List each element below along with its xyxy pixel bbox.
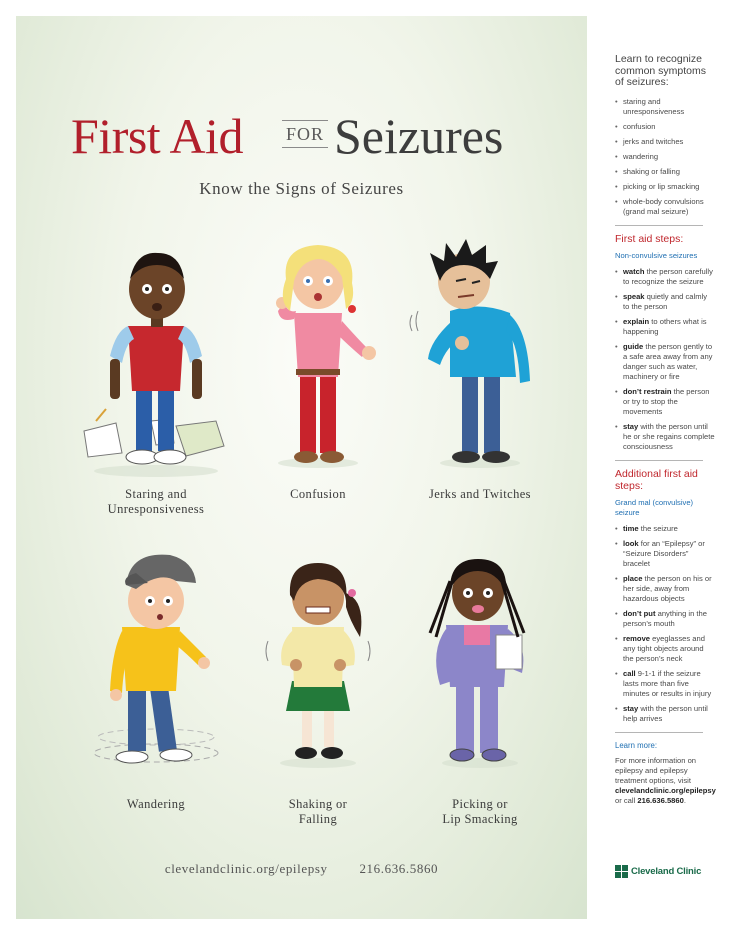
footer-phone: 216.636.5860 xyxy=(359,861,439,876)
step-text: the person carefully to recognize the seizure xyxy=(623,267,713,286)
step-keyword: explain xyxy=(623,317,650,326)
figure-picking xyxy=(400,541,560,826)
divider xyxy=(615,732,703,733)
learn-more-text xyxy=(615,756,715,806)
shaking-girl-illustration xyxy=(238,541,398,791)
figure-caption xyxy=(400,487,560,502)
caption-line: Wandering xyxy=(126,797,186,811)
first-aid-heading: First aid steps: xyxy=(615,232,684,245)
divider xyxy=(615,225,703,226)
figure-jerks xyxy=(400,231,560,501)
list-item: • whole-body convulsions (grand mal seizure) xyxy=(615,197,715,217)
list-item xyxy=(615,342,715,382)
learn-more-label: Learn more: xyxy=(615,741,658,750)
step-keyword: guide xyxy=(623,342,644,351)
step-keyword: look xyxy=(623,539,639,548)
caption-line: Picking or xyxy=(452,797,508,811)
divider xyxy=(615,460,703,461)
list-item xyxy=(615,524,715,534)
step-keyword: call xyxy=(623,669,636,678)
step-keyword: don’t restrain xyxy=(623,387,672,396)
logo-mark-icon xyxy=(615,865,628,878)
figure-confusion xyxy=(238,231,398,501)
step-text: 9-1-1 if the seizure lasts more than five minutes or results in injury xyxy=(623,669,712,698)
step-text: eyeglasses and any tight objects around the person’s neck xyxy=(623,634,705,663)
learn-more-body: For more information on epilepsy and epilepsy treatment options, visit xyxy=(615,756,697,785)
wandering-boy-illustration xyxy=(76,541,236,791)
caption-line: Staring and xyxy=(125,487,187,501)
caption-line: Unresponsiveness xyxy=(107,502,205,516)
figure-staring xyxy=(76,231,236,516)
list-item xyxy=(615,634,715,664)
title-first-aid: First Aid xyxy=(71,108,243,164)
learn-more-period: . xyxy=(683,796,686,805)
step-text: with the person until help arrives xyxy=(623,704,708,723)
sidebar-lead: Learn to recognize common symptoms of seizures: xyxy=(615,53,707,88)
figure-wandering xyxy=(76,541,236,811)
step-text: the person on his or her side, away from hazardous objects xyxy=(623,574,712,603)
picking-girl-illustration xyxy=(400,541,560,791)
figure-shaking xyxy=(238,541,398,826)
additional-heading: Additional first aid steps: xyxy=(615,468,698,492)
step-keyword: watch xyxy=(623,267,645,276)
sidebar xyxy=(587,16,720,919)
learn-more-phone: 216.636.5860 xyxy=(637,796,684,805)
grand-mal-steps xyxy=(615,524,715,724)
step-text: quietly and calmly to the person xyxy=(623,292,708,311)
caption-line: Confusion xyxy=(290,487,346,501)
twitching-boy-illustration xyxy=(400,231,560,481)
caption-line: Jerks and Twitches xyxy=(429,487,531,501)
confused-girl-illustration xyxy=(238,231,398,481)
list-item xyxy=(615,292,715,312)
step-text: with the person until he or she regains complete consciousness xyxy=(623,422,715,451)
staring-boy-illustration xyxy=(76,231,236,481)
learn-more-call: or call xyxy=(615,796,636,805)
title-seizures: Seizures xyxy=(334,108,504,164)
step-text: the seizure xyxy=(638,524,678,533)
page-title xyxy=(16,106,587,166)
step-keyword: speak xyxy=(623,292,645,301)
step-keyword: don’t put xyxy=(623,609,656,618)
figure-caption xyxy=(238,487,398,502)
step-keyword: remove xyxy=(623,634,651,643)
list-item xyxy=(615,539,715,569)
symptom-list xyxy=(615,97,715,217)
list-item: • staring and unresponsiveness xyxy=(615,97,715,117)
caption-line: Falling xyxy=(298,812,338,826)
caption-line: Shaking or xyxy=(288,797,348,811)
footer-contact xyxy=(16,861,587,877)
step-text: for an “Epilepsy” or “Seizure Disorders” bracelet xyxy=(623,539,705,568)
step-keyword: stay xyxy=(623,422,639,431)
list-item xyxy=(615,387,715,417)
list-item: • confusion xyxy=(615,122,715,132)
cleveland-clinic-logo xyxy=(615,863,701,879)
step-text: the person gently to a safe area away from any danger such as water, machinery or fire xyxy=(623,342,713,381)
step-keyword: time xyxy=(623,524,639,533)
list-item xyxy=(615,704,715,724)
figure-caption xyxy=(238,797,398,827)
list-item xyxy=(615,609,715,629)
list-item: • picking or lip smacking xyxy=(615,182,715,192)
step-keyword: place xyxy=(623,574,643,583)
footer-url[interactable]: clevelandclinic.org/epilepsy xyxy=(164,861,328,876)
logo-text: Cleveland Clinic xyxy=(631,865,702,877)
page-subtitle: Know the Signs of Seizures xyxy=(199,179,404,198)
step-text: anything in the person’s mouth xyxy=(623,609,707,628)
list-item xyxy=(615,669,715,699)
non-convulsive-label: Non-convulsive seizures xyxy=(615,251,698,260)
grand-mal-label: Grand mal (convulsive) seizure xyxy=(615,498,694,517)
step-keyword: stay xyxy=(623,704,639,713)
list-item: • jerks and twitches xyxy=(615,137,715,147)
list-item: • wandering xyxy=(615,152,715,162)
step-text: the person or try to stop the movements xyxy=(623,387,710,416)
figure-caption xyxy=(76,487,236,517)
list-item xyxy=(615,267,715,287)
title-for: FOR xyxy=(282,120,328,148)
caption-line: Lip Smacking xyxy=(442,812,518,826)
figure-caption xyxy=(400,797,560,827)
figure-caption xyxy=(76,797,236,812)
step-text: to others what is happening xyxy=(623,317,707,336)
learn-more-link[interactable]: clevelandclinic.org/epilepsy xyxy=(615,786,716,795)
list-item xyxy=(615,317,715,337)
list-item: • shaking or falling xyxy=(615,167,715,177)
poster xyxy=(16,16,587,919)
list-item xyxy=(615,422,715,452)
sidebar-content xyxy=(615,54,715,806)
list-item xyxy=(615,574,715,604)
non-convulsive-steps xyxy=(615,267,715,452)
